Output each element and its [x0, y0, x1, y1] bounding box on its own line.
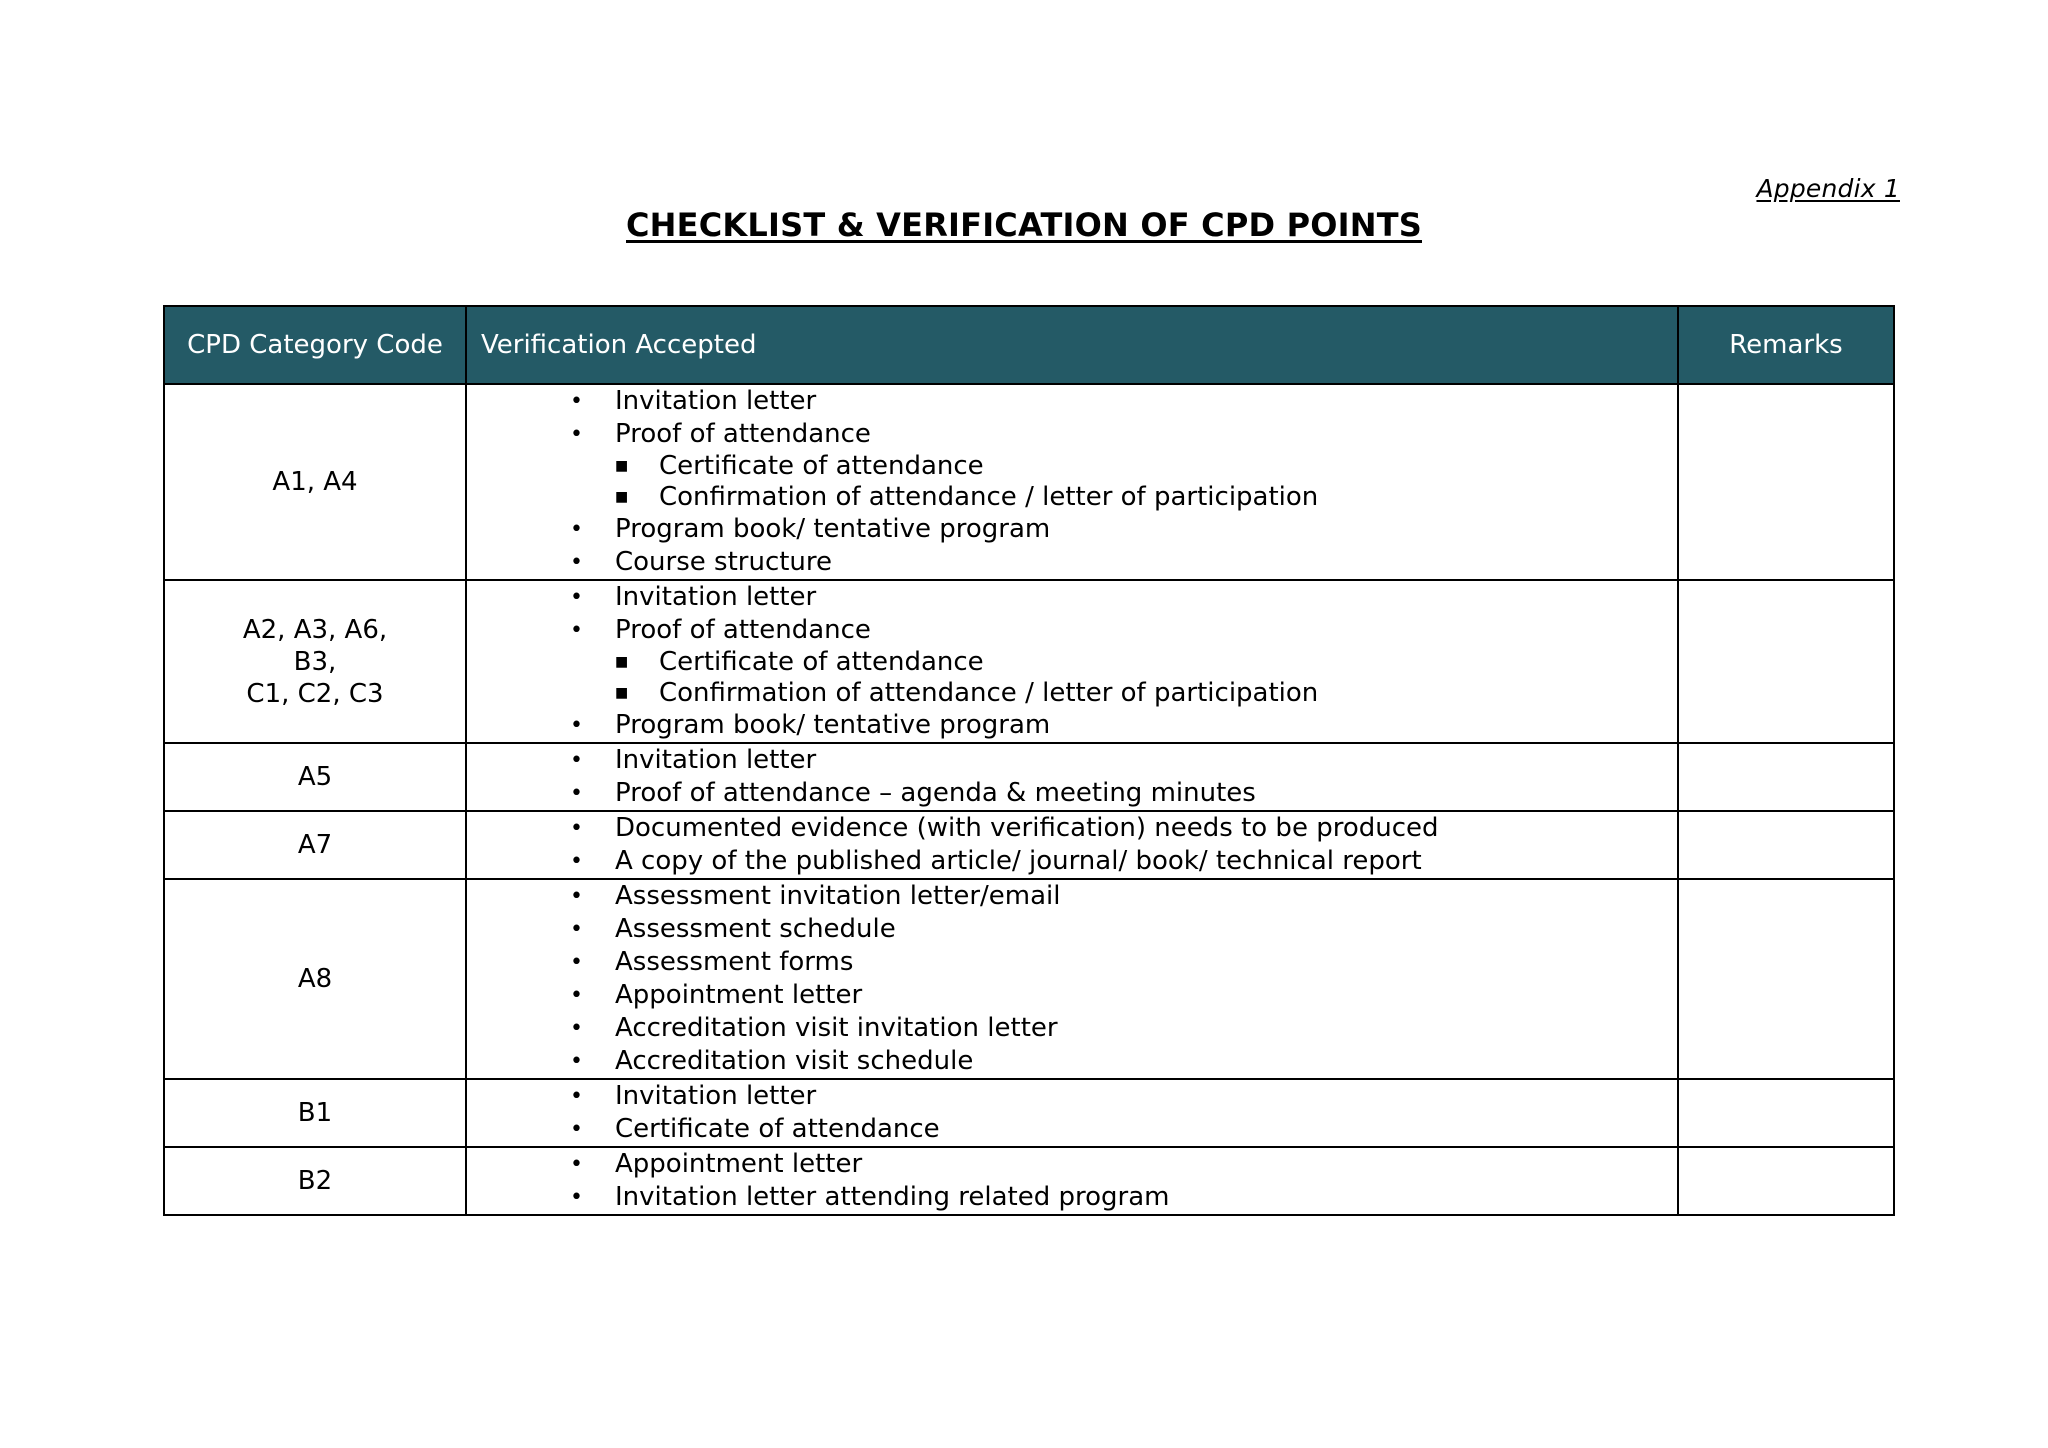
table-row: [164, 879, 1894, 1079]
category-code-cell: A8: [164, 879, 466, 1079]
remarks-cell[interactable]: [1678, 743, 1894, 811]
square-bullet-icon: ■: [615, 654, 629, 670]
list-item-text: Certificate of attendance: [659, 451, 984, 481]
bullet-icon: •: [570, 1152, 583, 1177]
list-item-text: A copy of the published article/ journal/ book/ technical report: [615, 846, 1422, 876]
list-item: [467, 880, 1677, 913]
table-row: [164, 811, 1894, 879]
list-item: [467, 1113, 1677, 1146]
list-item-text: Invitation letter: [615, 386, 817, 416]
list-item: [467, 418, 1677, 451]
verification-cell: [466, 811, 1678, 879]
category-code-cell: A1, A4: [164, 384, 466, 580]
list-item-text: Certificate of attendance: [659, 647, 984, 677]
category-code-cell: A7: [164, 811, 466, 879]
column-header-remarks: Remarks: [1678, 306, 1894, 384]
verification-cell: [466, 743, 1678, 811]
list-item-text: Program book/ tentative program: [615, 514, 1051, 544]
list-item-text: Invitation letter: [615, 745, 817, 775]
bullet-icon: •: [570, 849, 583, 874]
list-item-text: Accreditation visit invitation letter: [615, 1013, 1058, 1043]
list-item: [467, 812, 1677, 845]
list-item: [467, 614, 1677, 647]
bullet-icon: •: [570, 517, 583, 542]
category-code-cell: B1: [164, 1079, 466, 1147]
list-item-text: Proof of attendance: [615, 615, 871, 645]
sub-list-item: [467, 482, 1677, 513]
bullet-icon: •: [570, 917, 583, 942]
list-item-text: Assessment forms: [615, 947, 854, 977]
remarks-cell[interactable]: [1678, 811, 1894, 879]
table-body: [164, 384, 1894, 1215]
bullet-icon: •: [570, 1185, 583, 1210]
list-item-text: Certificate of attendance: [615, 1114, 940, 1144]
verification-list: [467, 385, 1677, 579]
bullet-icon: •: [570, 1084, 583, 1109]
verification-cell: [466, 1079, 1678, 1147]
list-item-text: Assessment schedule: [615, 914, 896, 944]
page-title: CHECKLIST & VERIFICATION OF CPD POINTS: [626, 206, 1422, 244]
sub-list-item: [467, 678, 1677, 709]
remarks-cell[interactable]: [1678, 1147, 1894, 1215]
list-item-text: Appointment letter: [615, 980, 863, 1010]
table-row: [164, 1079, 1894, 1147]
verification-list: [467, 744, 1677, 810]
list-item: [467, 845, 1677, 878]
bullet-icon: •: [570, 816, 583, 841]
bullet-icon: •: [570, 748, 583, 773]
list-item: [467, 1148, 1677, 1181]
sub-list-item: [467, 647, 1677, 678]
list-item-text: Confirmation of attendance / letter of participation: [659, 678, 1319, 708]
table-row: [164, 743, 1894, 811]
list-item-text: Program book/ tentative program: [615, 710, 1051, 740]
list-item-text: Proof of attendance – agenda & meeting minutes: [615, 778, 1256, 808]
category-code-cell: A2, A3, A6, B3, C1, C2, C3: [164, 580, 466, 743]
sub-list-item: [467, 451, 1677, 482]
list-item: [467, 513, 1677, 546]
list-item-text: Invitation letter: [615, 1081, 817, 1111]
list-item: [467, 744, 1677, 777]
appendix-label: Appendix 1: [1756, 174, 1900, 203]
list-item-text: Documented evidence (with verification) needs to be produced: [615, 813, 1439, 843]
table-row: [164, 1147, 1894, 1215]
list-item-text: Invitation letter: [615, 582, 817, 612]
square-bullet-icon: ■: [615, 685, 629, 701]
list-item: [467, 1045, 1677, 1078]
remarks-cell[interactable]: [1678, 1079, 1894, 1147]
bullet-icon: •: [570, 618, 583, 643]
list-item-text: Appointment letter: [615, 1149, 863, 1179]
bullet-icon: •: [570, 781, 583, 806]
bullet-icon: •: [570, 950, 583, 975]
list-item: [467, 709, 1677, 742]
verification-cell: [466, 1147, 1678, 1215]
verification-list: [467, 880, 1677, 1078]
bullet-icon: •: [570, 550, 583, 575]
verification-cell: [466, 384, 1678, 580]
category-code-cell: B2: [164, 1147, 466, 1215]
list-item-text: Course structure: [615, 547, 833, 577]
list-item: [467, 946, 1677, 979]
list-item: [467, 913, 1677, 946]
list-item-text: Invitation letter attending related program: [615, 1182, 1170, 1212]
bullet-icon: •: [570, 983, 583, 1008]
square-bullet-icon: ■: [615, 489, 629, 505]
verification-list: [467, 1080, 1677, 1146]
list-item-text: Confirmation of attendance / letter of participation: [659, 482, 1319, 512]
remarks-cell[interactable]: [1678, 879, 1894, 1079]
verification-cell: [466, 580, 1678, 743]
list-item: [467, 979, 1677, 1012]
table-header-row: [164, 306, 1894, 384]
list-item-text: Proof of attendance: [615, 419, 871, 449]
list-item: [467, 581, 1677, 614]
verification-cell: [466, 879, 1678, 1079]
bullet-icon: •: [570, 585, 583, 610]
bullet-icon: •: [570, 1016, 583, 1041]
verification-list: [467, 1148, 1677, 1214]
cpd-checklist-table: [163, 305, 1895, 1216]
table-row: [164, 384, 1894, 580]
bullet-icon: •: [570, 389, 583, 414]
table-row: [164, 580, 1894, 743]
list-item: [467, 546, 1677, 579]
list-item-text: Accreditation visit schedule: [615, 1046, 974, 1076]
list-item-text: Assessment invitation letter/email: [615, 881, 1061, 911]
column-header-code: CPD Category Code: [164, 306, 466, 384]
remarks-cell[interactable]: [1678, 580, 1894, 743]
square-bullet-icon: ■: [615, 458, 629, 474]
verification-list: [467, 812, 1677, 878]
bullet-icon: •: [570, 713, 583, 738]
bullet-icon: •: [570, 422, 583, 447]
bullet-icon: •: [570, 884, 583, 909]
remarks-cell[interactable]: [1678, 384, 1894, 580]
list-item: [467, 777, 1677, 810]
bullet-icon: •: [570, 1117, 583, 1142]
list-item: [467, 1012, 1677, 1045]
category-code-cell: A5: [164, 743, 466, 811]
list-item: [467, 1080, 1677, 1113]
bullet-icon: •: [570, 1049, 583, 1074]
column-header-verification: Verification Accepted: [466, 306, 1678, 384]
list-item: [467, 1181, 1677, 1214]
list-item: [467, 385, 1677, 418]
verification-list: [467, 581, 1677, 742]
